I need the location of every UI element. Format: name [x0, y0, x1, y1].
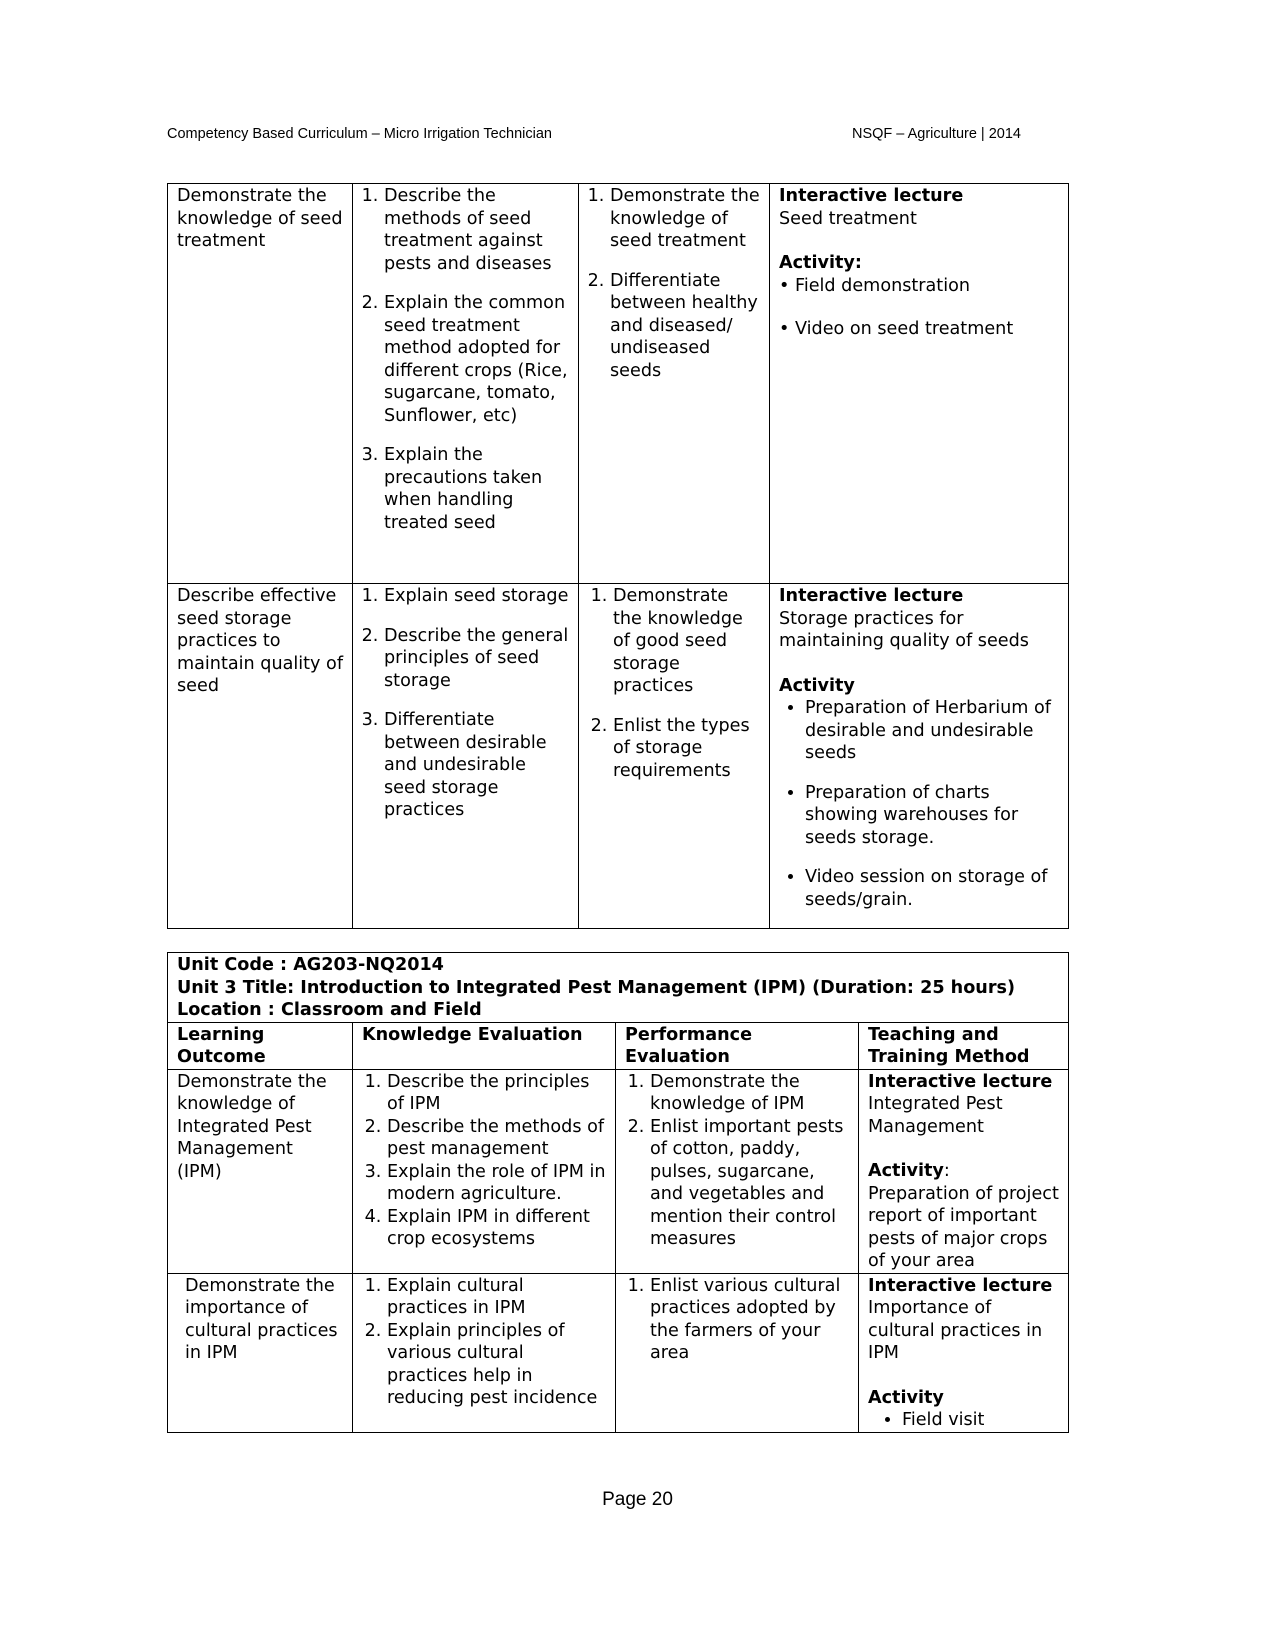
list-item: • Video on seed treatment [779, 318, 1059, 341]
table-row [168, 184, 1069, 584]
list-item: 1. Explain cultural practices in IPM [387, 1275, 606, 1320]
list-item: 4. Explain IPM in different crop ecosystems [387, 1206, 606, 1251]
knowledge-evaluation-cell [353, 184, 579, 584]
list-item: 1. Demonstrate the knowledge of seed treatment [610, 185, 760, 253]
unit-code: Unit Code : AG203-NQ2014 [177, 955, 444, 975]
method-title: Interactive lecture [779, 586, 964, 606]
list-item: 1. Describe the methods of seed treatment against pests and diseases [384, 185, 569, 275]
learning-outcome-cell: Demonstrate the knowledge of seed treatment [168, 184, 353, 584]
method-subject: Integrated Pest Management [868, 1094, 1003, 1137]
knowledge-evaluation-cell [353, 584, 579, 929]
list-item: 2. Describe the general principles of seed storage [384, 625, 569, 693]
activity-label: Activity [868, 1161, 944, 1181]
unit-location: Location : Classroom and Field [177, 1000, 482, 1020]
activity-label: Activity: [779, 253, 862, 273]
list-item: 1. Enlist various cultural practices adopted by the farmers of your area [650, 1275, 849, 1365]
knowledge-evaluation-cell [353, 1273, 616, 1432]
ipm-unit-table [167, 952, 1069, 1433]
activity-text: Preparation of project report of important pests of major crops of your area [868, 1183, 1059, 1271]
method-subject: Seed treatment [779, 208, 917, 229]
column-header: Learning Outcome [168, 1022, 353, 1069]
activity-label: Activity [779, 675, 855, 696]
unit-header-row [168, 953, 1069, 1023]
teaching-method-cell [770, 584, 1069, 929]
list-item: • Field demonstration [779, 275, 1059, 298]
activity-label: Activity [868, 1387, 944, 1408]
performance-evaluation-cell [616, 1069, 859, 1273]
list-item: 2. Explain the common seed treatment method adopted for different crops (Rice, sugarcane, tomato, Sunflower, etc) [384, 292, 569, 427]
list-item: 2. Explain principles of various cultural practices help in reducing pest incidence [387, 1320, 606, 1410]
column-header: Performance Evaluation [616, 1022, 859, 1069]
list-item: • Field visit [902, 1409, 1059, 1432]
learning-outcome-cell: Demonstrate the importance of cultural practices in IPM [168, 1273, 353, 1432]
method-subject: Importance of cultural practices in IPM [868, 1298, 1043, 1363]
list-item: 1. Demonstrate the knowledge of IPM [650, 1071, 849, 1116]
list-item: • Preparation of charts showing warehouses for seeds storage. [805, 782, 1059, 850]
teaching-method-cell [859, 1273, 1069, 1432]
performance-evaluation-cell [616, 1273, 859, 1432]
unit-title: Unit 3 Title: Introduction to Integrated Pest Management (IPM) (Duration: 25 hours) [177, 977, 1016, 998]
teaching-method-cell [859, 1069, 1069, 1273]
list-item: 2. Enlist the types of storage requirements [613, 715, 760, 783]
running-header-series: NSQF – Agriculture | 2014 [852, 126, 1021, 142]
learning-outcome-cell: Describe effective seed storage practices to maintain quality of seed [168, 584, 353, 929]
list-item: • Video session on storage of seeds/grain. [805, 866, 1059, 911]
running-header-title: Competency Based Curriculum – Micro Irrigation Technician [167, 126, 552, 142]
page-number: Page 20 [602, 1489, 673, 1510]
teaching-method-cell [770, 184, 1069, 584]
column-header-row [168, 1022, 1069, 1069]
table-row [168, 1273, 1069, 1432]
performance-evaluation-cell [579, 184, 770, 584]
performance-evaluation-cell [579, 584, 770, 929]
activity-heading: Activity: [868, 1161, 950, 1181]
list-item: • Preparation of Herbarium of desirable and undesirable seeds [805, 697, 1059, 765]
learning-outcome-cell: Demonstrate the knowledge of Integrated Pest Management (IPM) [168, 1069, 353, 1273]
list-item: 2. Enlist important pests of cotton, paddy, pulses, sugarcane, and vegetables and mention their control measures [650, 1116, 849, 1251]
list-item: 3. Explain the precautions taken when handling treated seed [384, 444, 569, 534]
list-item: 1. Demonstrate the knowledge of good seed storage practices [613, 585, 760, 698]
method-title: Interactive lecture [868, 1275, 1053, 1296]
list-item: 3. Differentiate between desirable and undesirable seed storage practices [384, 709, 569, 822]
knowledge-evaluation-cell [353, 1069, 616, 1273]
list-item: 2. Differentiate between healthy and diseased/ undiseased seeds [610, 270, 760, 383]
list-item: 1. Explain seed storage [384, 585, 569, 608]
unit-header-cell [168, 953, 1069, 1023]
seed-curriculum-table [167, 183, 1069, 929]
list-item: 3. Explain the role of IPM in modern agriculture. [387, 1161, 606, 1206]
method-title: Interactive lecture [779, 186, 964, 206]
column-header: Knowledge Evaluation [353, 1022, 616, 1069]
list-item: 2. Describe the methods of pest management [387, 1116, 606, 1161]
method-subject: Storage practices for maintaining quality of seeds [779, 608, 1029, 651]
table-row [168, 584, 1069, 929]
method-title: Interactive lecture [868, 1071, 1053, 1092]
list-item: 1. Describe the principles of IPM [387, 1071, 606, 1116]
table-row [168, 1069, 1069, 1273]
column-header: Teaching and Training Method [859, 1022, 1069, 1069]
